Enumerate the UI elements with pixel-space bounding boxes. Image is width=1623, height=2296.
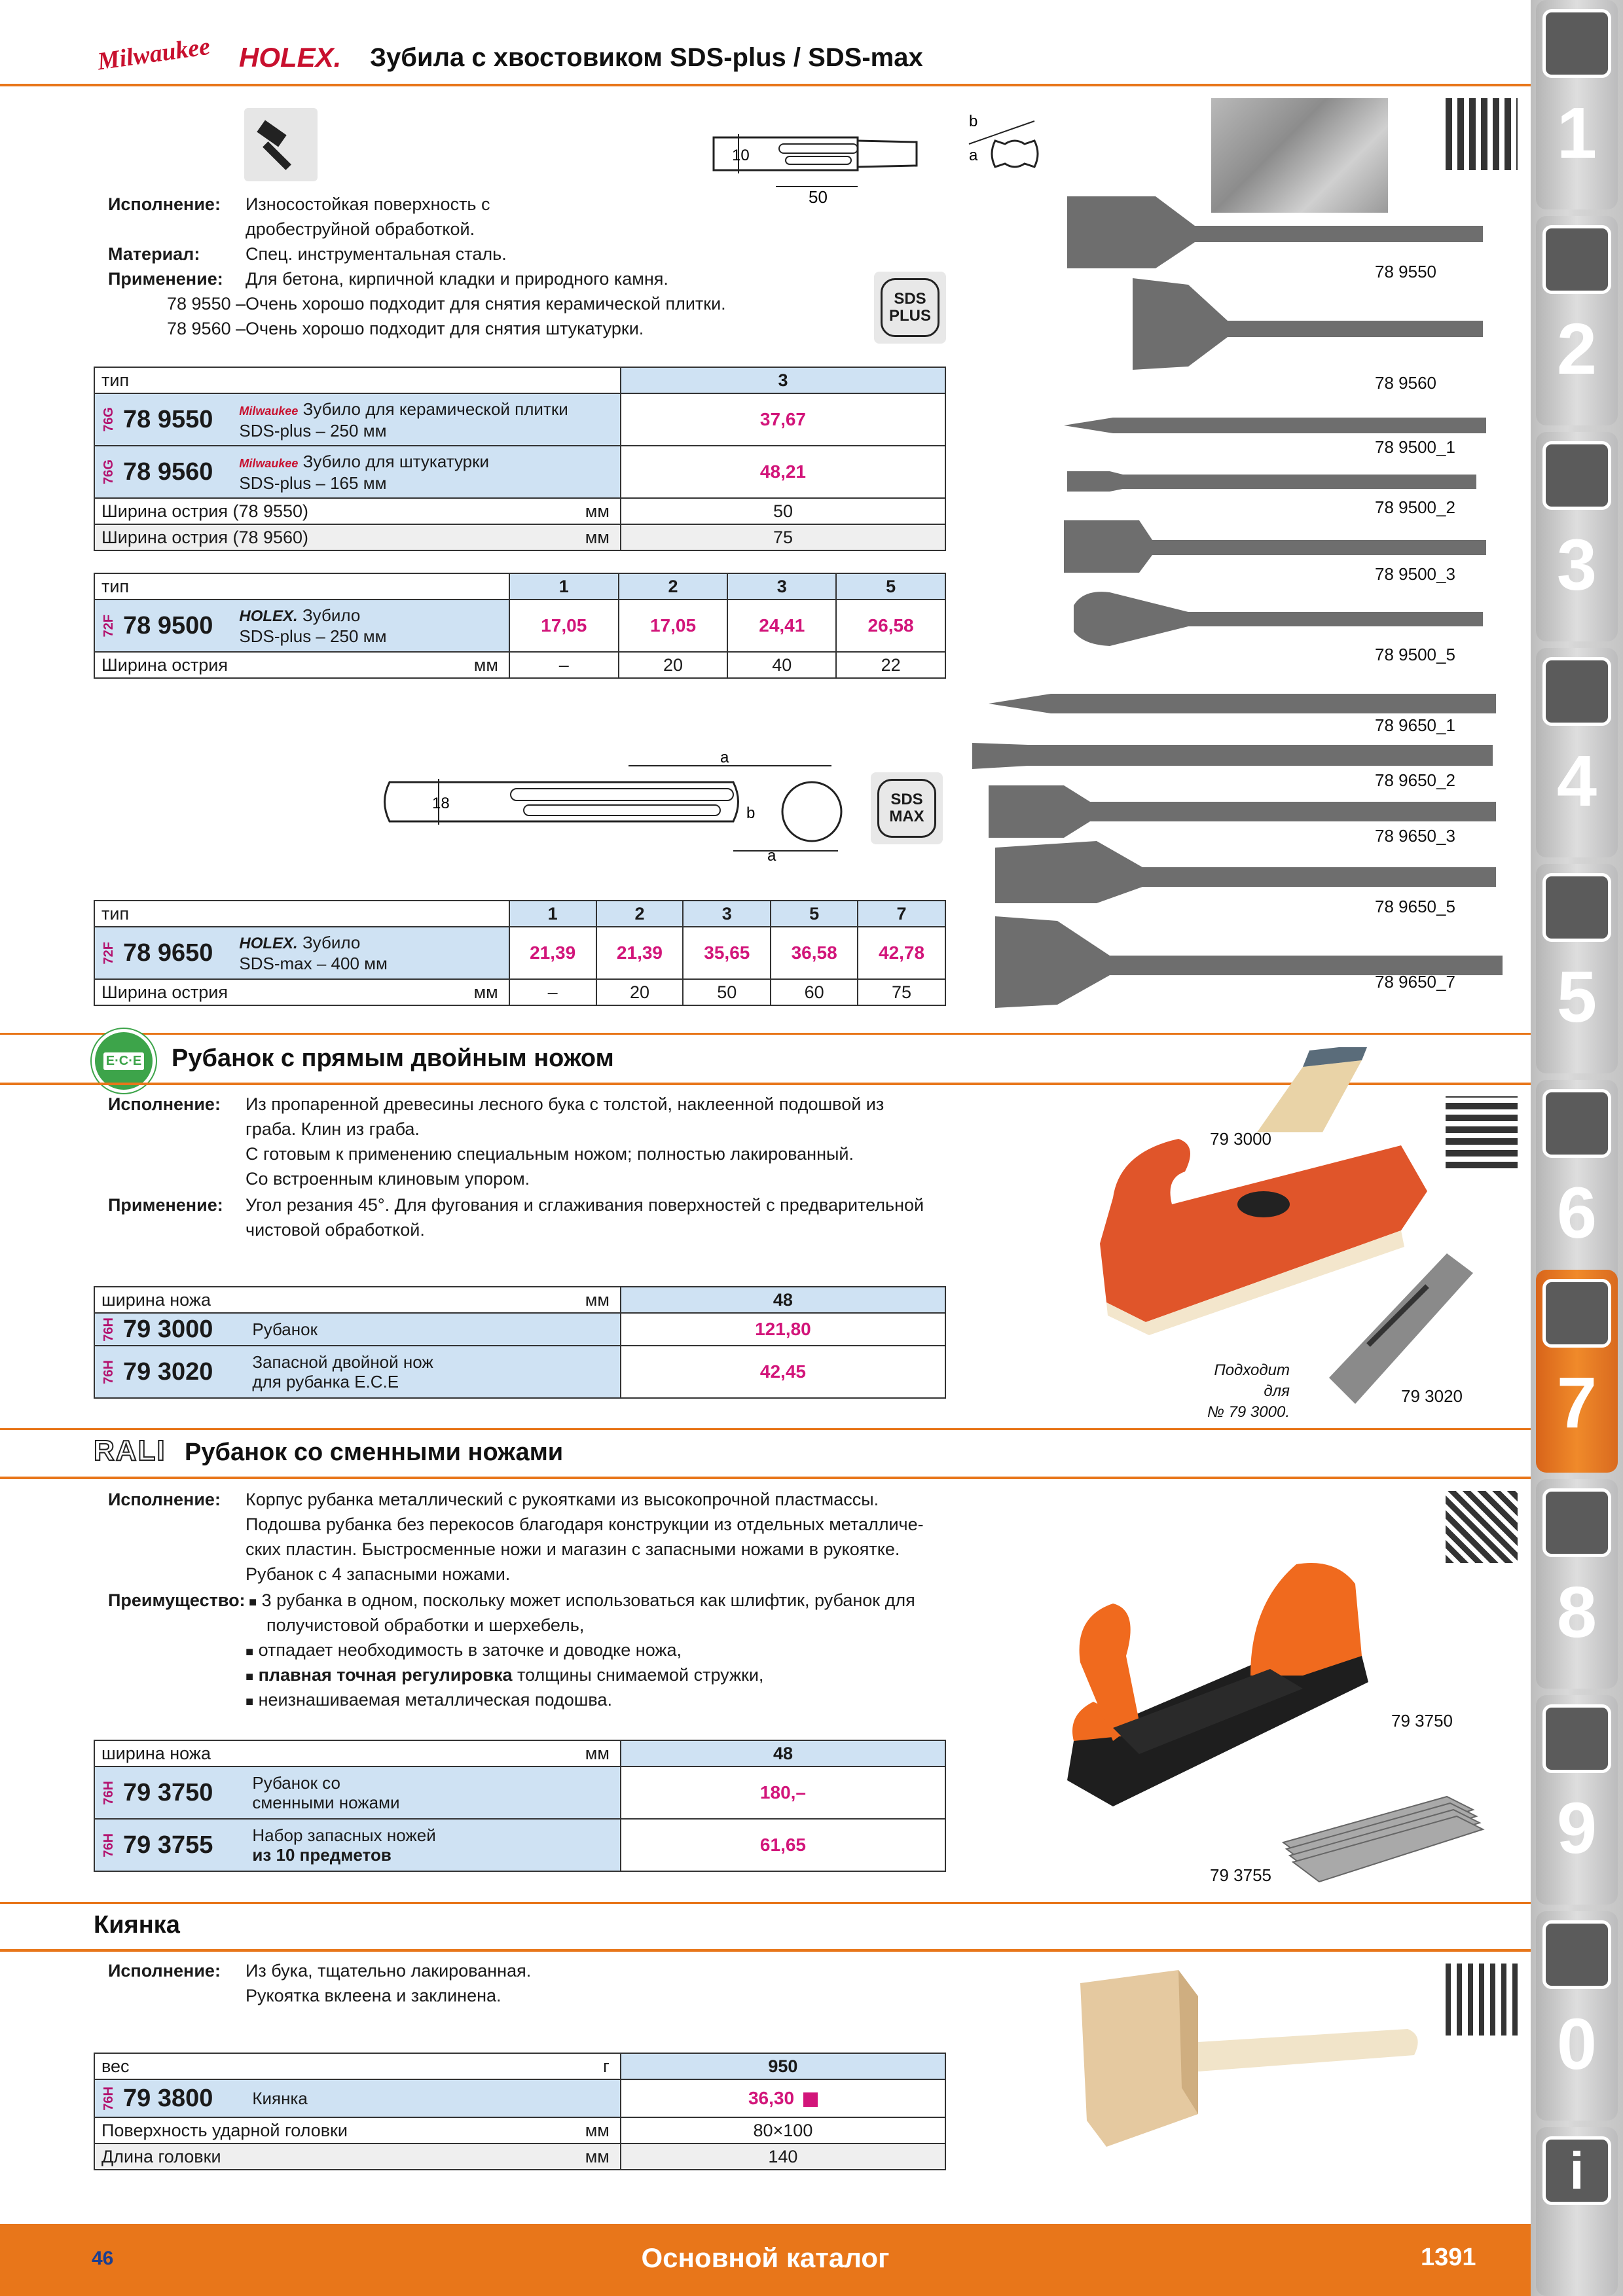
group-code: 72F	[101, 941, 116, 965]
product-name-line2: из 10 предметов	[252, 1845, 392, 1865]
blade-fit-note-line1: Подходит для	[1214, 1361, 1290, 1400]
attr-label: Длина головки	[94, 2144, 539, 2170]
table-head-label: ширина ножа	[94, 1287, 539, 1313]
product-name-line1: Зубило	[302, 605, 361, 625]
advantage-text: отпадает необходимость в заточке и доводке ножа,	[258, 1640, 682, 1660]
article-number: 78 9500	[123, 611, 213, 639]
desc-key: Преимущество:	[108, 1590, 246, 1610]
insert-icon	[1542, 225, 1611, 294]
desc-value: Угол резания 45°. Для фугования и сглаживания поверхностей с предварительной	[246, 1195, 924, 1215]
rali-logo: RALI	[94, 1435, 166, 1467]
table-head-col: 5	[771, 901, 858, 927]
desc-value: Корпус рубанка металлический с рукоятками из высокопрочной пластмассы.	[246, 1490, 879, 1509]
table-head-col: 1	[509, 901, 596, 927]
product-name	[252, 1773, 399, 1812]
blades-caption: 79 3755	[1210, 1865, 1271, 1885]
table-head-unit: мм	[539, 1740, 621, 1767]
desc-key: Исполнение:	[108, 1094, 221, 1114]
chapter-number: 8	[1556, 1572, 1597, 1653]
chisel-caption: 78 9560	[1375, 373, 1436, 393]
price-cell: 35,65	[683, 927, 771, 979]
table-row	[94, 393, 621, 446]
mallet-image	[1067, 1957, 1434, 2212]
attr-value: 50	[621, 498, 945, 524]
attr-value: –	[509, 652, 619, 678]
chisel-caption: 78 9650_3	[1375, 826, 1455, 846]
desc-value	[246, 1662, 763, 1689]
attr-value: 20	[619, 652, 728, 678]
info-icon	[1542, 2136, 1611, 2205]
chapter-number: 3	[1556, 525, 1597, 605]
group-code: 76G	[101, 407, 116, 432]
product-name	[239, 605, 386, 646]
dim-a-plus: a	[969, 147, 978, 164]
chisel-caption: 78 9650_7	[1375, 972, 1455, 992]
section-title-plane-double: Рубанок с прямым двойным ножом	[172, 1045, 614, 1072]
mallet-table	[94, 2053, 946, 2170]
plane2-description	[108, 1487, 959, 1710]
desc-value: Очень хорошо подходит для снятия штукатурки.	[246, 319, 644, 338]
table-head-unit: мм	[539, 1287, 621, 1313]
section-rule	[0, 1477, 1531, 1479]
product-name-line2: SDS-plus – 250 мм	[239, 626, 387, 646]
product-name-line2: сменными ножами	[252, 1793, 400, 1812]
price-marker-icon	[803, 2092, 818, 2107]
chisel-caption: 78 9550	[1375, 262, 1436, 281]
plane1-table	[94, 1286, 946, 1399]
product-name-line1: Зубило	[302, 933, 361, 952]
article-cell	[101, 1825, 613, 1865]
table-head-col: 3	[727, 573, 836, 600]
info-letter: i	[1569, 2141, 1584, 2200]
desc-value: граба. Клин из граба.	[246, 1119, 420, 1139]
table-head-label: тип	[94, 901, 509, 927]
product-name-line2: для рубанка E.C.E	[252, 1372, 399, 1391]
table-head-label: ширина ножа	[94, 1740, 539, 1767]
footer-bar	[0, 2224, 1531, 2296]
table-row	[94, 2079, 621, 2117]
article-number: 79 3750	[123, 1778, 213, 1806]
desc-value: Рукоятка вклеена и заклинена.	[246, 1986, 501, 2005]
desc-key: Исполнение:	[108, 1490, 221, 1509]
table-head-label: тип	[94, 367, 621, 393]
group-code: 76G	[101, 459, 116, 484]
hand-tools-icon	[1542, 1279, 1611, 1348]
sds-max-label: MAX	[889, 808, 924, 825]
blade-fit-note	[1185, 1360, 1290, 1423]
chapter-tab-2[interactable]	[1536, 216, 1618, 425]
article-number: 79 3000	[123, 1315, 213, 1343]
footer-page-left: 46	[92, 2248, 114, 2269]
chapter-tabs	[1531, 0, 1623, 2296]
article-cell	[101, 399, 613, 440]
desc-key: Применение:	[108, 1195, 223, 1215]
chisel-table-milwaukee	[94, 367, 946, 551]
plane1-caption: 79 3000	[1210, 1129, 1271, 1149]
chisel-image-78-9500-5	[1070, 586, 1489, 651]
table-head-col: 1	[509, 573, 619, 600]
table-row	[94, 927, 509, 979]
desc-value: ских пластин. Быстросменные ножи и магазин с запасными ножами в рукоятке.	[246, 1539, 900, 1559]
attr-label: Ширина острия (78 9550)	[94, 498, 539, 524]
header-rule	[0, 84, 1531, 86]
desc-value: С готовым к применению специальным ножом; полностью лакированный.	[246, 1144, 854, 1164]
chisel-image-78-9650-2	[969, 740, 1499, 772]
chisel-caption: 78 9650_1	[1375, 715, 1455, 735]
table-head-col: 5	[836, 573, 945, 600]
caliper-icon	[1542, 657, 1611, 726]
chisel-image-78-9650-7	[992, 913, 1509, 1011]
chapter-number: 5	[1556, 957, 1597, 1037]
article-cell	[101, 1352, 613, 1391]
group-code: 76H	[101, 1780, 116, 1805]
product-name-line2: SDS-plus – 165 мм	[239, 473, 387, 493]
chapter-number: 4	[1556, 741, 1597, 821]
cabinet-icon	[1542, 1704, 1611, 1773]
advantage-text: неизнашиваемая металлическая подошва.	[258, 1690, 612, 1710]
chisel-caption: 78 9500_1	[1375, 437, 1455, 457]
price-cell: 37,67	[621, 393, 945, 446]
chapter-number: 7	[1556, 1363, 1597, 1443]
price-cell: 24,41	[727, 600, 836, 652]
table-head-col: 3	[683, 901, 771, 927]
attr-label: Поверхность ударной головки	[94, 2117, 539, 2144]
tool-holder-icon	[1542, 441, 1611, 510]
chapter-number: 1	[1556, 93, 1597, 173]
table-head-col: 7	[858, 901, 945, 927]
sds-max-dimension-drawing	[380, 746, 851, 864]
product-name	[252, 1825, 435, 1865]
group-code: 76H	[101, 1359, 116, 1384]
product-name-line1: Зубило для штукатурки	[302, 451, 490, 471]
table-head-col: 2	[596, 901, 684, 927]
table-head-col: 48	[621, 1740, 945, 1767]
chapter-number: 2	[1556, 309, 1597, 389]
brand-logo: Milwaukee	[239, 404, 299, 418]
table-head-col: 2	[619, 573, 728, 600]
article-cell	[101, 605, 502, 646]
desc-key: Исполнение:	[108, 194, 221, 214]
brand-logo: HOLEX.	[239, 935, 298, 952]
desc-value	[246, 1638, 682, 1664]
desc-value: Износостойкая поверхность с	[246, 194, 490, 214]
milwaukee-logo-text: Milwaukee	[96, 32, 212, 76]
brand-logo: Milwaukee	[239, 456, 299, 470]
article-number: 78 9550	[123, 405, 213, 433]
chisel-caption: 78 9500_2	[1375, 497, 1455, 517]
chapter-number: 6	[1556, 1173, 1597, 1253]
sds-plus-dimension-drawing	[707, 108, 1087, 209]
product-name	[252, 1352, 433, 1391]
attr-unit: мм	[539, 524, 621, 550]
wrench-icon	[1542, 1089, 1611, 1158]
desc-value: Для бетона, кирпичной кладки и природного камня.	[246, 269, 668, 289]
safety-equipment-icon	[1542, 1920, 1611, 1989]
blade-fit-note-line2: № 79 3000.	[1207, 1403, 1290, 1421]
section-rule	[0, 1428, 1531, 1430]
qr-code	[1446, 1964, 1518, 2036]
section-rule	[0, 1033, 1531, 1035]
desc-key: 78 9560 –	[167, 319, 246, 338]
chapter-tab-6[interactable]	[1536, 1080, 1618, 1289]
hammer-icon	[244, 108, 318, 181]
group-code: 76H	[101, 1833, 116, 1857]
desc-value: Из пропаренной древесины лесного бука с толстой, наклеенной подошвой из	[246, 1094, 884, 1114]
price-cell: 26,58	[836, 600, 945, 652]
chapter-tab-1[interactable]	[1536, 0, 1618, 209]
table-row	[94, 1819, 621, 1871]
price-cell: 42,78	[858, 927, 945, 979]
chapter-tab-8[interactable]	[1536, 1479, 1618, 1689]
sds-max-badge	[871, 772, 943, 844]
attr-unit: мм	[421, 652, 509, 678]
section-rule	[0, 1949, 1531, 1952]
price-cell: 21,39	[509, 927, 596, 979]
product-name-line1: Киянка	[252, 2088, 308, 2108]
table-head-col: 950	[621, 2053, 945, 2079]
table-row	[94, 1346, 621, 1398]
price-value: 36,30	[748, 2088, 795, 2108]
price-cell	[621, 2079, 945, 2117]
chisel-image-78-9560	[1129, 275, 1489, 373]
chapter-tab-4[interactable]	[1536, 648, 1618, 857]
desc-key: 78 9550 –	[167, 294, 246, 314]
ece-badge-label: E·C·E	[103, 1052, 144, 1070]
desc-value: Спец. инструментальная сталь.	[246, 244, 507, 264]
chapter-tab-9[interactable]	[1536, 1695, 1618, 1905]
footer-title: Основной каталог	[641, 2242, 890, 2273]
qr-code	[1446, 1096, 1518, 1168]
chapter-number: 0	[1556, 2004, 1597, 2085]
attr-unit: мм	[539, 2117, 621, 2144]
attr-value: 50	[683, 979, 771, 1005]
plane2-caption: 79 3750	[1391, 1711, 1453, 1731]
price-cell: 42,45	[621, 1346, 945, 1398]
attr-value: 22	[836, 652, 945, 678]
price-cell: 21,39	[596, 927, 684, 979]
attr-unit: мм	[428, 979, 509, 1005]
sds-plus-label: PLUS	[888, 307, 931, 325]
product-name	[239, 399, 568, 440]
attr-label: Ширина острия	[94, 979, 428, 1005]
desc-value: Со встроенным клиновым упором.	[246, 1169, 530, 1189]
attr-value: 40	[727, 652, 836, 678]
desc-value: Из бука, тщательно лакированная.	[246, 1961, 532, 1981]
section-title-chisels: Зубила с хвостовиком SDS-plus / SDS-max	[370, 43, 923, 72]
chisel-image-78-9650-1	[985, 691, 1503, 717]
rali-plane-image	[1054, 1505, 1447, 1806]
attr-label: Ширина острия	[94, 652, 421, 678]
table-row	[94, 1313, 621, 1346]
desc-value: Подошва рубанка без перекосов благодаря конструкции из отдельных металличе-	[246, 1515, 924, 1534]
price-cell: 48,21	[621, 446, 945, 498]
chisel-caption: 78 9650_5	[1375, 897, 1455, 916]
dim-diameter-max: 18	[432, 795, 450, 812]
attr-value: 80×100	[621, 2117, 945, 2144]
article-cell	[101, 452, 613, 493]
desc-value: чистовой обработкой.	[246, 1220, 425, 1240]
qr-code	[1446, 98, 1518, 170]
desc-value: получистовой обработки и шерхебель,	[266, 1615, 585, 1635]
table-head-label: вес	[94, 2053, 539, 2079]
blade-caption: 79 3020	[1401, 1386, 1463, 1406]
drill-bit-icon	[1542, 9, 1611, 78]
chisel-table-holex-sds-max	[94, 900, 946, 1006]
dim-length-plus: 50	[809, 187, 828, 207]
attr-value: 75	[621, 524, 945, 550]
desc-value: Очень хорошо подходит для снятия керамической плитки.	[246, 294, 726, 314]
desc-value	[249, 1588, 915, 1615]
article-cell	[101, 2085, 613, 2113]
table-head-unit: г	[539, 2053, 621, 2079]
advantage-bold: плавная точная регулировка	[258, 1665, 513, 1685]
product-name-line1: Зубило для керамической плитки	[302, 399, 568, 419]
chisels-description	[108, 192, 959, 349]
chisel-table-holex-sds-plus	[94, 573, 946, 679]
bullet: ■	[246, 1670, 254, 1684]
group-code: 72F	[101, 614, 116, 637]
chisel-caption: 78 9500_3	[1375, 564, 1455, 584]
product-name-line1: Набор запасных ножей	[252, 1825, 436, 1845]
article-number: 79 3020	[123, 1357, 213, 1386]
sds-plus-badge	[874, 272, 946, 344]
plane1-description	[108, 1092, 959, 1249]
chapter-tab-0[interactable]	[1536, 1911, 1618, 2121]
dim-a-max-bottom: a	[767, 847, 776, 864]
bullet: ■	[246, 1695, 254, 1709]
article-cell	[101, 1773, 613, 1812]
desc-key: Материал:	[108, 244, 200, 264]
chisel-image-78-9500-1	[1061, 412, 1493, 439]
table-head-col: 3	[621, 367, 945, 393]
table-row	[94, 446, 621, 498]
advantage-text: 3 рубанка в одном, поскольку может использоваться как шлифтик, рубанок для	[261, 1590, 915, 1610]
sds-max-label: SDS	[890, 791, 923, 808]
qr-code	[1446, 1491, 1518, 1563]
advantage-text: толщины снимаемой стружки,	[512, 1665, 764, 1685]
brand-logo: HOLEX.	[239, 607, 298, 625]
price-cell: 36,58	[771, 927, 858, 979]
section-title-mallet: Киянка	[94, 1911, 180, 1939]
article-number: 79 3755	[123, 1831, 213, 1859]
product-name	[239, 933, 388, 973]
product-name-line1: Рубанок со	[252, 1773, 340, 1793]
attr-unit: мм	[539, 498, 621, 524]
desc-key: Применение:	[108, 269, 223, 289]
desc-value	[246, 1687, 612, 1714]
product-name-line2: SDS-max – 400 мм	[239, 954, 388, 973]
attr-value: 60	[771, 979, 858, 1005]
product-name-line2: SDS-plus – 250 мм	[239, 420, 387, 440]
table-row	[94, 1767, 621, 1819]
bullet: ■	[246, 1645, 254, 1659]
chapter-number: 9	[1556, 1788, 1597, 1869]
price-cell: 17,05	[509, 600, 619, 652]
article-number: 78 9560	[123, 457, 213, 486]
dim-a-max-top: a	[720, 749, 729, 766]
table-row	[94, 600, 509, 652]
section-rule	[0, 1902, 1531, 1904]
chisel-caption: 78 9650_2	[1375, 770, 1455, 790]
price-cell: 180,–	[621, 1767, 945, 1819]
price-cell: 61,65	[621, 1819, 945, 1871]
holex-logo: HOLEX.	[239, 42, 342, 73]
attr-value: 75	[858, 979, 945, 1005]
article-cell	[101, 1316, 613, 1344]
section-title-plane-replaceable: Рубанок со сменными ножами	[185, 1439, 564, 1466]
dim-b-max: b	[746, 804, 756, 822]
sds-plus-label: SDS	[894, 290, 926, 308]
saw-blade-icon	[1542, 873, 1611, 942]
chapter-tab-info[interactable]	[1536, 2127, 1618, 2296]
workbench-icon	[1542, 1488, 1611, 1557]
chapter-tab-3[interactable]	[1536, 432, 1618, 641]
bullet: ■	[249, 1595, 257, 1609]
desc-value: дробеструйной обработкой.	[246, 219, 475, 239]
chapter-tab-5[interactable]	[1536, 864, 1618, 1073]
attr-value: 20	[596, 979, 684, 1005]
chisel-image-78-9500-2	[1064, 468, 1483, 494]
chisel-caption: 78 9500_5	[1375, 645, 1455, 664]
group-code: 76H	[101, 1317, 116, 1342]
attr-unit: мм	[539, 2144, 621, 2170]
article-cell	[101, 933, 502, 973]
group-code: 76H	[101, 2086, 116, 2111]
desc-key: Исполнение:	[108, 1961, 221, 1981]
table-head-label: тип	[94, 573, 509, 600]
chapter-tab-7-active[interactable]	[1536, 1270, 1618, 1473]
plane2-table	[94, 1740, 946, 1872]
dim-diameter-plus: 10	[732, 147, 750, 164]
product-name	[239, 452, 489, 493]
spare-blades-image	[1277, 1784, 1486, 1888]
article-number: 78 9650	[123, 939, 213, 967]
attr-value: –	[509, 979, 596, 1005]
price-cell: 121,80	[621, 1313, 945, 1346]
product-name-line1: Запасной двойной нож	[252, 1352, 433, 1372]
footer-page-right: 1391	[1421, 2244, 1476, 2271]
article-number: 79 3800	[123, 2084, 213, 2112]
dim-b-plus: b	[969, 113, 978, 130]
product-name-line1: Рубанок	[252, 1319, 318, 1339]
attr-label: Ширина острия (78 9560)	[94, 524, 539, 550]
price-cell: 17,05	[619, 600, 728, 652]
mallet-description	[108, 1958, 959, 2011]
table-head-col: 48	[621, 1287, 945, 1313]
desc-value: Рубанок с 4 запасными ножами.	[246, 1564, 511, 1584]
attr-value: 140	[621, 2144, 945, 2170]
